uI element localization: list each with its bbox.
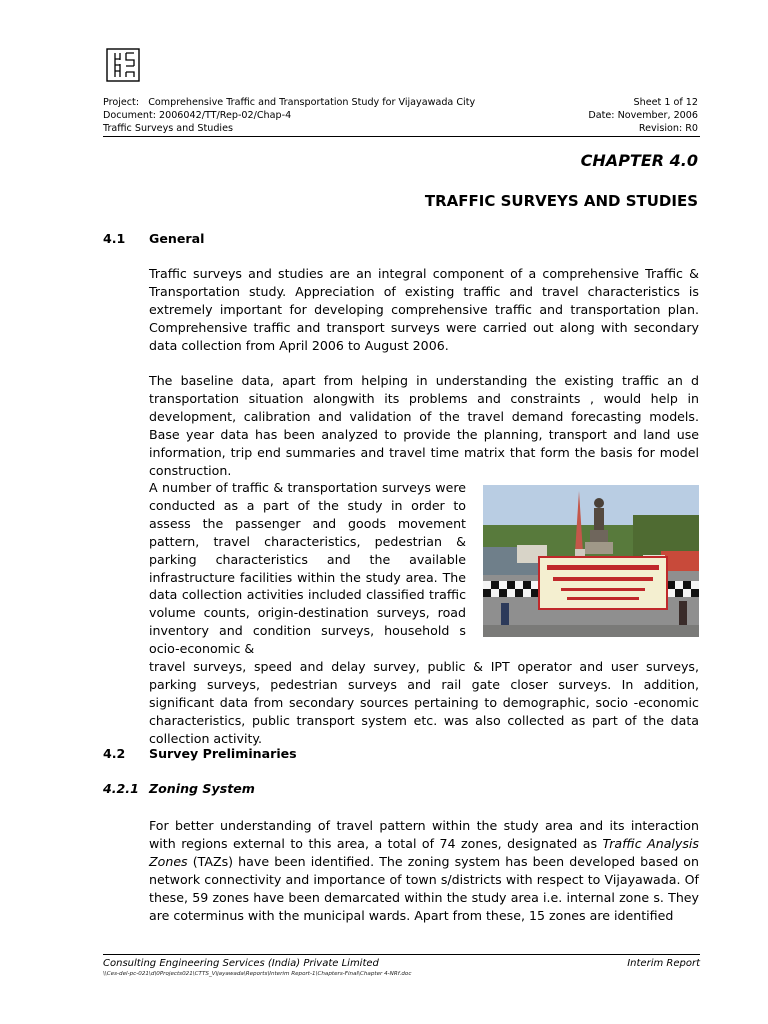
section-title: Zoning System (149, 781, 255, 796)
section-heading-4-2-1 (103, 781, 255, 796)
header-divider (103, 136, 700, 137)
company-logo (106, 48, 140, 82)
paragraph-zoning (149, 817, 699, 924)
chapter-number: CHAPTER 4.0 (580, 151, 698, 170)
footer-divider (103, 954, 700, 955)
paragraph-text: For better understanding of travel pattern within the study area and its interaction with regions external to this area, a total of 74 zones, designated as (149, 818, 699, 851)
project-name: Comprehensive Traffic and Transportation Study for Vijayawada City (148, 97, 476, 108)
document-number: Document: 2006042/TT/Rep-02/Chap-4 (103, 110, 292, 121)
section-title: General (149, 231, 205, 246)
sheet-number: Sheet 1 of 12 (633, 97, 698, 108)
paragraph-text: (TAZs) have been identified. The zoning system has been developed based on network connectivity and importance of town s/districts with respect to Vijayawada. Of these, 59 zones have been demarcated within the study area i.e. internal zone s. They are coterminus with the municipal wards. Apart from these, 15 zones are identified (149, 853, 699, 923)
section-number: 4.2 (103, 746, 126, 761)
section-number: 4.1 (103, 231, 126, 246)
section-heading-4-1 (103, 231, 204, 246)
document-date: Date: November, 2006 (588, 110, 698, 121)
traffic-junction-photo (483, 485, 699, 637)
document-header-right (588, 96, 698, 135)
paragraph-lead-text: A number of traffic & transportation surveys were conducted as a part of the study in order to assess the passenger and goods movement pattern, travel characteristics, pedestrian & parking characteristics and the available infrastructure facilities within the study area. The data collection activities included classified traffic volume counts, origin-destination surveys, road inventory and condition surveys, household s ocio-economic & (149, 480, 466, 657)
paragraph-general-2: The baseline data, apart from helping in understanding the existing traffic an d transportation situation alongwith its problems and constraints , would help in development, calibration and validation of the travel demand forecasting models. Base year data has been analyzed to provide the planning, transport and land use information, trip end summaries and travel time matrix that form the basis for model construction. (149, 373, 699, 478)
paragraph-rest-text: travel surveys, speed and delay survey, public & IPT operator and user surveys, parking surveys, pedestrian surveys and rail gate closer surveys. In addition, significant data from secondary sources pertaining to demographic, socio -economic characteristics, public transport system etc. was also collected as part of the data collection activity. (149, 659, 699, 746)
document-header-left (103, 96, 475, 135)
header-section: Traffic Surveys and Studies (103, 123, 233, 134)
term-traffic-analysis-zones: Traffic Analysis Zones (149, 835, 699, 869)
project-line (103, 96, 475, 109)
paragraph-general-1: Traffic surveys and studies are an integral component of a comprehensive Traffic & Transportation study. Appreciation of existing traffic and travel characteristics is extremely important for developing comprehensive traffic and transportation plan. Comprehensive traffic and transport surveys were carried out along with secondary data collection from April 2006 to August 2006. (149, 266, 699, 353)
footer-file-path: \\Ces-del-pc-021\d\0Projects021\CTTS_Vijayawada\Reports\Interim Report-1\Chapters-Final\Chapter 4-NRf.doc (103, 971, 412, 977)
chapter-title: TRAFFIC SURVEYS AND STUDIES (424, 192, 698, 210)
section-number: 4.2.1 (103, 781, 139, 796)
revision: Revision: R0 (638, 123, 698, 134)
project-label: Project: (103, 97, 140, 108)
section-title: Survey Preliminaries (149, 746, 297, 761)
section-heading-4-2 (103, 746, 297, 761)
footer-company: Consulting Engineering Services (India) Private Limited (103, 958, 379, 969)
footer-report: Interim Report (627, 958, 700, 969)
